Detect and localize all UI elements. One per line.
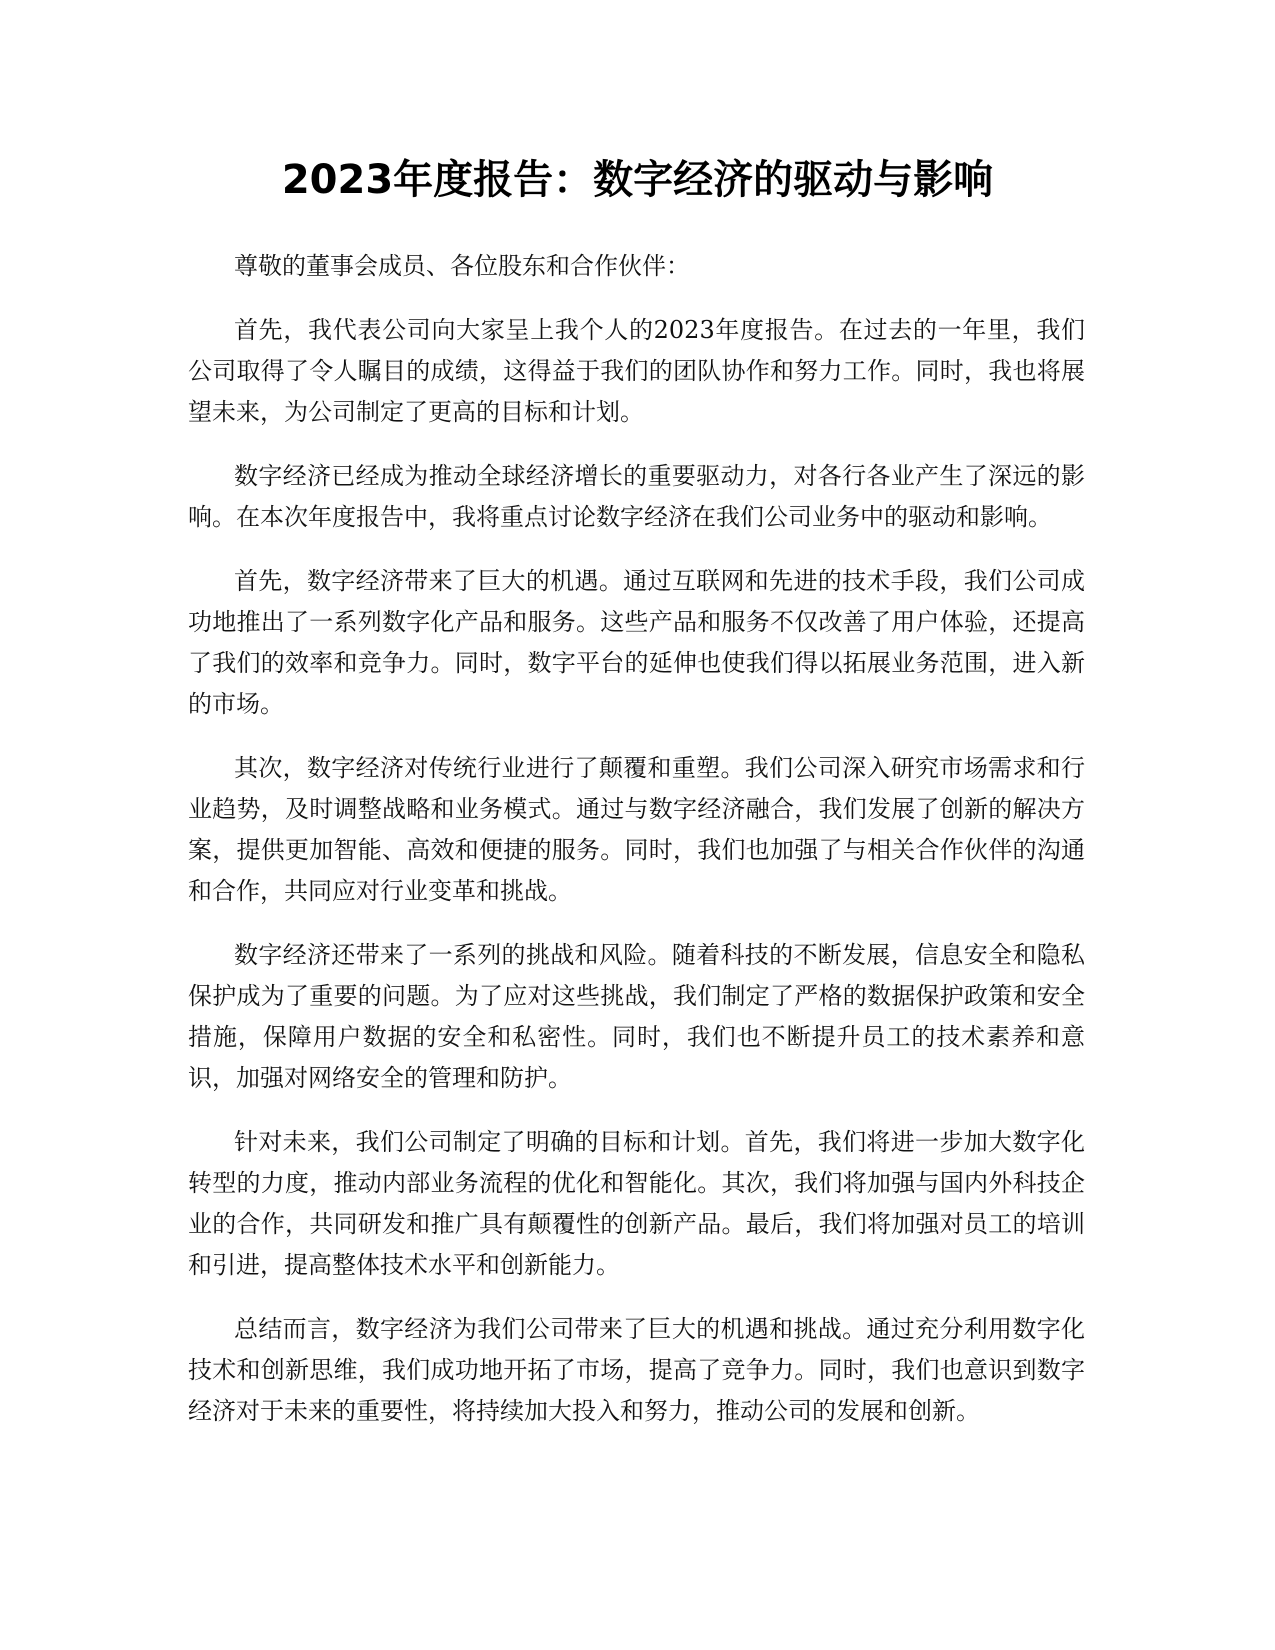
paragraph-conclusion: 总结而言，数字经济为我们公司带来了巨大的机遇和挑战。通过充分利用数字化技术和创新思维，我们成功地开拓了市场，提高了竞争力。同时，我们也意识到数字经济对于未来的重要性，将持续加大投入和努力，推动公司的发展和创新。 [188, 1315, 1085, 1425]
paragraph-salutation: 尊敬的董事会成员、各位股东和合作伙伴： [234, 252, 690, 280]
document-body [188, 246, 1085, 1455]
paragraph-challenges: 数字经济还带来了一系列的挑战和风险。随着科技的不断发展，信息安全和隐私保护成为了重要的问题。为了应对这些挑战，我们制定了严格的数据保护政策和安全措施，保障用户数据的安全和私密性。同时，我们也不断提升员工的技术素养和意识，加强对网络安全的管理和防护。 [188, 941, 1085, 1092]
paragraph-future-plans: 针对未来，我们公司制定了明确的目标和计划。首先，我们将进一步加大数字化转型的力度，推动内部业务流程的优化和智能化。其次，我们将加强与国内外科技企业的合作，共同研发和推广具有颠覆性的创新产品。最后，我们将加强对员工的培训和引进，提高整体技术水平和创新能力。 [188, 1128, 1085, 1279]
document-title: 2023年度报告：数字经济的驱动与影响 [281, 157, 994, 203]
paragraph-transformation: 其次，数字经济对传统行业进行了颠覆和重塑。我们公司深入研究市场需求和行业趋势，及时调整战略和业务模式。通过与数字经济融合，我们发展了创新的解决方案，提供更加智能、高效和便捷的服务。同时，我们也加强了与相关合作伙伴的沟通和合作，共同应对行业变革和挑战。 [188, 754, 1085, 905]
paragraph-intro: 首先，我代表公司向大家呈上我个人的2023年度报告。在过去的一年里，我们公司取得了令人瞩目的成绩，这得益于我们的团队协作和努力工作。同时，我也将展望未来，为公司制定了更高的目标和计划。 [188, 316, 1085, 426]
paragraph-opportunities: 首先，数字经济带来了巨大的机遇。通过互联网和先进的技术手段，我们公司成功地推出了一系列数字化产品和服务。这些产品和服务不仅改善了用户体验，还提高了我们的效率和竞争力。同时，数字平台的延伸也使我们得以拓展业务范围，进入新的市场。 [188, 567, 1085, 718]
paragraph-digital-economy: 数字经济已经成为推动全球经济增长的重要驱动力，对各行各业产生了深远的影响。在本次年度报告中，我将重点讨论数字经济在我们公司业务中的驱动和影响。 [188, 462, 1085, 531]
